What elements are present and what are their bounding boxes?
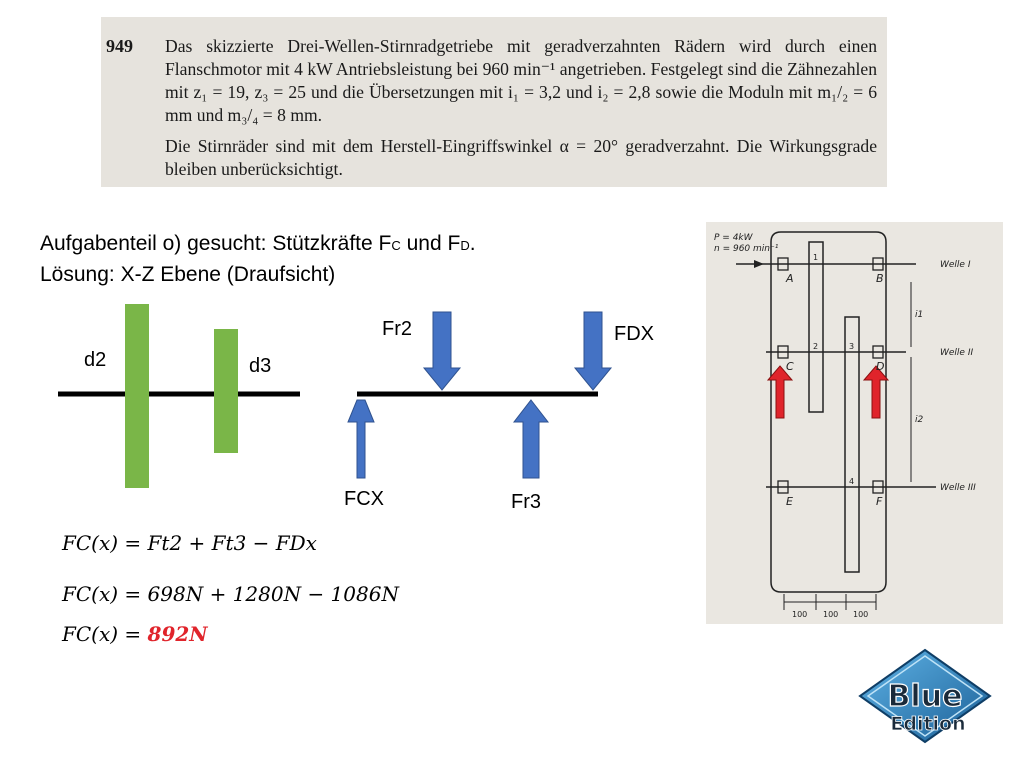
arrow-fr2 [424,312,460,390]
problem-paragraph-1: Das skizzierte Drei-Wellen-Stirnradgetriebe mit geradverzahnten Rädern wird durch einen Flanschmotor mit 4 kW Antriebsleistung bei 960 min⁻¹ angetrieben. Festgelegt sind die Zähnezahlen mit z₁ = 19, z₃ = 25 und die Übersetzungen mit i₁ = 3,2 und i₂ = 2,8 sowie die Moduln mit m₁/₂ = 6 mm und m₃/₄ = 8 mm. [165,36,877,125]
logo-word-blue: Blue [887,679,963,714]
gear-1-label: 1 [813,253,819,262]
arrow-fcx [348,400,374,478]
formula-line-3-prefix: FC(x) = [62,622,148,646]
label-d2: d2 [84,349,107,371]
arrow-fdx [575,312,611,390]
shaft-1-label: Welle I [940,260,971,270]
subscript-c: C [391,238,401,253]
arrow-fr3 [514,400,548,478]
shaft-3-label: Welle III [940,483,976,493]
shaft-2-label: Welle II [940,348,974,358]
task-heading-mid: und F [400,232,461,255]
bearing-a: A [786,272,794,285]
bearing-c: C [786,360,794,373]
gear-d2 [125,304,149,488]
solution-heading: Lösung: X-Z Ebene (Draufsicht) [40,263,336,286]
gearbox-power: P = 4kW [714,233,753,243]
label-fr2: Fr2 [382,318,412,340]
logo-word-edition: Edition [890,713,966,735]
label-fr3: Fr3 [511,491,541,513]
dimension-1: 100 [792,610,808,619]
blue-edition-logo [856,648,994,744]
formula-result: 892N [147,622,208,646]
gear-4-label: 4 [849,477,855,486]
problem-number: 949 [106,36,133,56]
label-fdx: FDX [614,323,654,345]
task-heading-text: Aufgabenteil o) gesucht: Stützkräfte F [40,232,392,255]
gearbox-drawing [706,222,1003,624]
dimension-3: 100 [853,610,869,619]
bearing-e: E [786,495,793,508]
gear-d3 [214,329,238,453]
bearing-f: F [876,495,883,508]
problem-paragraph-2: Die Stirnräder sind mit dem Herstell-Eingriffswinkel α = 20° geradverzahnt. Die Wirkungsgrade bleiben unberücksichtigt. [165,136,877,179]
gear-2-label: 2 [813,342,819,351]
bearing-d: D [876,360,885,373]
gearbox-drawing-scan [706,222,1003,624]
dimension-2: 100 [823,610,839,619]
task-heading-end: . [469,232,476,255]
formula-line-2: FC(x) = 698N + 1280N − 1086N [62,582,399,606]
subscript-d: D [460,238,470,253]
formula-line-3 [62,622,208,646]
bearing-b: B [876,272,884,285]
ratio-1-label: i1 [915,310,924,320]
ratio-2-label: i2 [915,415,924,425]
gearbox-speed: n = 960 min⁻¹ [714,244,779,254]
label-d3: d3 [249,355,272,377]
gear-3-label: 3 [849,342,855,351]
label-fcx: FCX [344,488,384,510]
formula-line-1: FC(x) = Ft2 + Ft3 − FDx [62,531,317,555]
